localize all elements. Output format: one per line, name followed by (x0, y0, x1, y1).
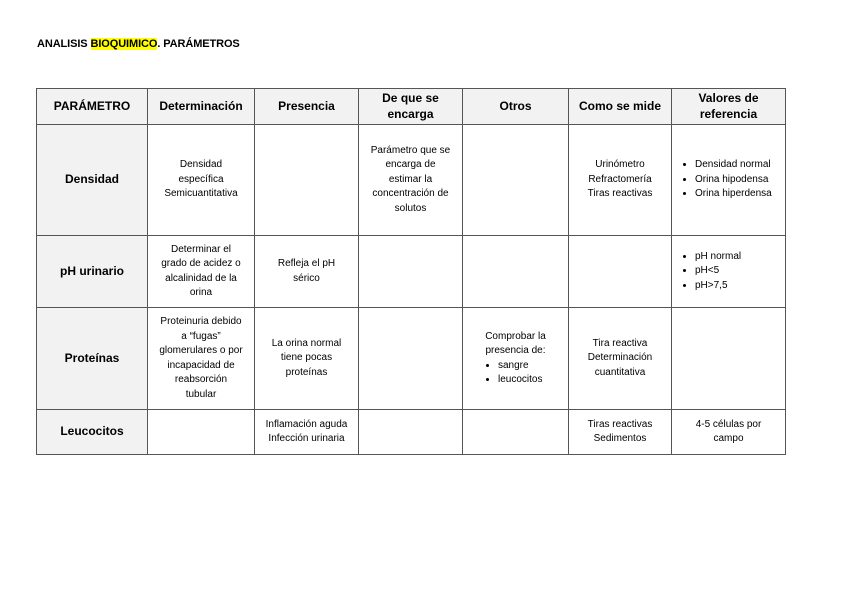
parameters-table (36, 88, 786, 455)
list-item: • sangre (498, 359, 563, 374)
cell-otros (463, 308, 569, 410)
cell-otros (463, 236, 569, 308)
document-title (37, 38, 240, 50)
cell-valores (672, 236, 786, 308)
table-row (37, 308, 786, 410)
header-otros: Otros (463, 89, 569, 125)
cell-otros (463, 410, 569, 455)
table-row (37, 410, 786, 455)
list-item: • pH<5 (695, 264, 780, 279)
cell-determinacion: Densidad específica Semicuantitativa (148, 125, 255, 236)
title-highlight: BIOQUIMICO (90, 38, 158, 50)
cell-como-se-mide (569, 236, 672, 308)
valores-list (677, 250, 780, 294)
cell-determinacion: Proteinuria debido a “fugas” glomerulares o por incapacidad de reabsorción tubular (148, 308, 255, 410)
list-item: • leucocitos (498, 373, 563, 388)
cell-valores (672, 125, 786, 236)
cell-como-se-mide: Tiras reactivas Sedimentos (569, 410, 672, 455)
title-suffix: . PARÁMETROS (157, 38, 240, 50)
cell-encarga (359, 236, 463, 308)
list-item: • Orina hipodensa (695, 173, 780, 188)
otros-intro: Comprobar la presencia de: (485, 330, 546, 357)
list-item: • Densidad normal (695, 158, 780, 173)
cell-valores: 4-5 células por campo (672, 410, 786, 455)
cell-presencia: Refleja el pH sérico (255, 236, 359, 308)
row-parametro: Proteínas (37, 308, 148, 410)
cell-encarga (359, 308, 463, 410)
cell-encarga (359, 410, 463, 455)
cell-como-se-mide: Urinómetro Refractomería Tiras reactivas (569, 125, 672, 236)
cell-otros (463, 125, 569, 236)
table-row (37, 125, 786, 236)
header-encarga: De que se encarga (359, 89, 463, 125)
list-item: • pH normal (695, 250, 780, 265)
valores-list (677, 158, 780, 202)
cell-presencia: Inflamación aguda Infección urinaria (255, 410, 359, 455)
header-determinacion: Determinación (148, 89, 255, 125)
cell-presencia (255, 125, 359, 236)
cell-presencia: La orina normal tiene pocas proteínas (255, 308, 359, 410)
title-prefix: ANALISIS (37, 38, 91, 50)
table-row (37, 236, 786, 308)
list-item: • pH>7,5 (695, 279, 780, 294)
header-valores: Valores de referencia (672, 89, 786, 125)
row-parametro: pH urinario (37, 236, 148, 308)
list-item: • Orina hiperdensa (695, 187, 780, 202)
otros-list (468, 359, 563, 388)
cell-valores (672, 308, 786, 410)
header-parametro: PARÁMETRO (37, 89, 148, 125)
header-como-se-mide: Como se mide (569, 89, 672, 125)
row-parametro: Leucocitos (37, 410, 148, 455)
cell-determinacion: Determinar el grado de acidez o alcalinidad de la orina (148, 236, 255, 308)
header-row (37, 89, 786, 125)
cell-determinacion (148, 410, 255, 455)
cell-encarga: Parámetro que se encarga de estimar la concentración de solutos (359, 125, 463, 236)
cell-como-se-mide: Tira reactiva Determinación cuantitativa (569, 308, 672, 410)
header-presencia: Presencia (255, 89, 359, 125)
row-parametro: Densidad (37, 125, 148, 236)
